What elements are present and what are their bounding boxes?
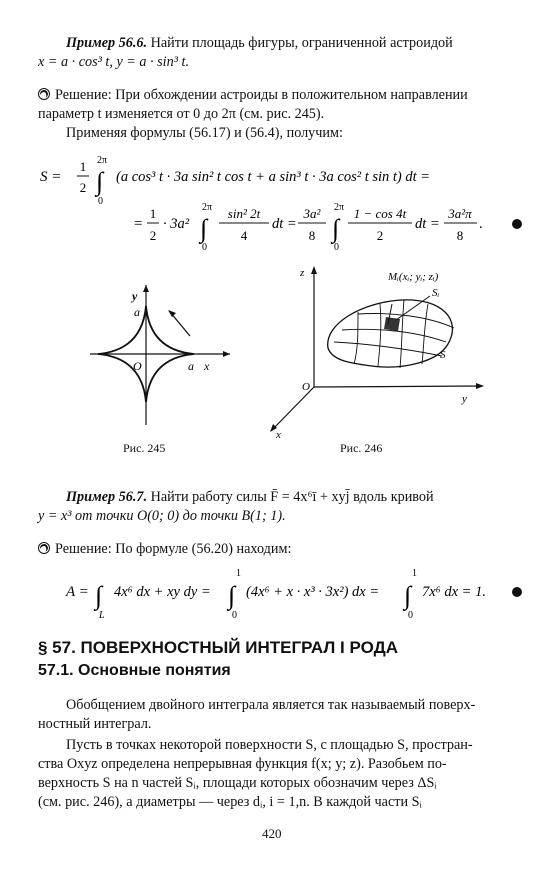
figure-246-caption: Рис. 246 [340,441,383,455]
page-number: 420 [262,826,282,841]
figure-246-surface [262,262,512,442]
svg-text:a: a [134,305,140,319]
svg-text:4: 4 [240,228,248,243]
svg-text:y: y [132,289,138,303]
svg-text:3a²π: 3a²π [448,206,472,221]
surface-s [328,300,453,367]
svg-text:dt =: dt = [415,216,440,232]
svg-text:∫: ∫ [95,581,103,610]
svg-text:Mᵢ(xᵢ; yᵢ; zᵢ): Mᵢ(xᵢ; yᵢ; zᵢ) [388,271,439,283]
svg-text:L: L [99,610,105,621]
svg-text:∫: ∫ [404,581,412,610]
figure-245-caption: Рис. 245 [123,441,166,455]
paragraph-2-line3: верхность S на n частей Sᵢ, площади которых обозначим через ΔSᵢ [38,775,437,791]
svg-text:2: 2 [376,228,384,243]
svg-text:(4x⁶ + x · x³ · 3x²) dx =: (4x⁶ + x · x³ · 3x²) dx = [246,584,380,600]
svg-text:· 3a²: · 3a² [163,216,190,232]
area-formula [0,150,555,250]
svg-text:∫: ∫ [332,214,340,243]
svg-text:3a²: 3a² [303,206,321,221]
formula-integrand: (a cos³ t · 3a sin² t cos t + a sin³ t · 3a cos² t sin t) dt = [116,169,431,185]
end-of-solution-icon [512,587,522,597]
svg-text:∫: ∫ [228,581,236,610]
solution-text: По формуле (56.20) находим: [115,541,292,557]
solution-label: Решение: [55,541,112,557]
svg-text:A =: A = [66,584,89,600]
example-text: Найти работу силы F̄ = 4x⁶ī + xyj̄ вдоль кривой [150,489,434,505]
svg-text:8: 8 [308,228,316,243]
paragraph-2-line4: (см. рис. 246), а диаметры — через dᵢ, i = 1,n. В каждой части Sᵢ [38,794,422,810]
svg-text:2: 2 [149,228,157,243]
example-label: Пример 56.7. [66,489,148,505]
svg-text:0: 0 [334,242,339,250]
example-56-6-line1 [66,34,453,54]
svg-text:1: 1 [79,159,87,174]
svg-text:=: = [134,216,143,232]
svg-text:2π: 2π [202,202,213,213]
solution-start-icon [38,542,50,554]
svg-text:0: 0 [232,610,237,621]
formula-lhs: S = [40,169,62,185]
svg-text:4x⁶ dx + xy dy =: 4x⁶ dx + xy dy = [114,584,211,600]
svg-text:1 − cos 4t: 1 − cos 4t [353,206,407,221]
integral-sign: ∫ [96,167,104,196]
solution-1-line1 [38,86,468,106]
section-heading: § 57. ПОВЕРХНОСТНЫЙ ИНТЕГРАЛ I РОДА [38,638,399,657]
svg-text:O: O [302,381,310,393]
svg-text:z: z [300,267,305,279]
svg-text:x: x [276,429,281,441]
svg-text:∫: ∫ [200,214,208,243]
svg-text:2π: 2π [334,202,345,213]
end-of-solution-icon [512,219,522,229]
work-formula [0,562,555,622]
example-text: Найти площадь фигуры, ограниченной астроидой [150,35,453,51]
svg-text:y: y [462,393,467,405]
example-56-6-line2: x = a · cos³ t, y = a · sin³ t. [38,54,189,70]
svg-text:8: 8 [456,228,464,243]
svg-text:S: S [440,349,446,361]
svg-text:x: x [204,359,210,373]
svg-text:7x⁶ dx = 1.: 7x⁶ dx = 1. [422,584,486,600]
figure-245-astroid [84,280,234,430]
svg-text:1: 1 [149,206,157,221]
paragraph-2-line2: ства Oxyz определена непрерывная функция f(x; y; z). Разобьем по- [38,756,447,772]
svg-text:Sᵢ: Sᵢ [432,287,440,299]
svg-text:0: 0 [408,610,413,621]
solution-2-line1 [38,540,291,560]
example-56-7-line1 [66,488,434,508]
paragraph-2-line1: Пусть в точках некоторой поверхности S, с площадью S, простран- [66,737,473,753]
solution-1-line3: Применяя формулы (56.17) и (56.4), получим: [66,125,343,141]
svg-text:2: 2 [79,180,87,195]
svg-text:dt =: dt = [272,216,297,232]
subsection-heading: 57.1. Основные понятия [38,662,231,679]
svg-text:1: 1 [412,568,417,579]
svg-text:0: 0 [202,242,207,250]
svg-text:.: . [479,216,483,232]
example-56-7-line2: y = x³ от точки O(0; 0) до точки B(1; 1). [38,508,286,524]
svg-text:a: a [188,359,194,373]
solution-1-line2: параметр t изменяется от 0 до 2π (см. рис. 245). [38,106,325,122]
svg-text:2π: 2π [97,155,108,166]
paragraph-1-line1: Обобщением двойного интеграла является так называемый поверх- [66,697,476,713]
svg-text:0: 0 [98,196,103,207]
solution-label: Решение: [55,87,112,103]
example-label: Пример 56.6. [66,35,148,51]
paragraph-1-line2: ностный интеграл. [38,716,152,732]
solution-start-icon [38,88,50,100]
svg-text:O: O [133,359,142,373]
solution-text: При обхождении астроиды в положительном направлении [115,87,468,103]
svg-text:1: 1 [236,568,241,579]
svg-text:sin² 2t: sin² 2t [227,206,261,221]
